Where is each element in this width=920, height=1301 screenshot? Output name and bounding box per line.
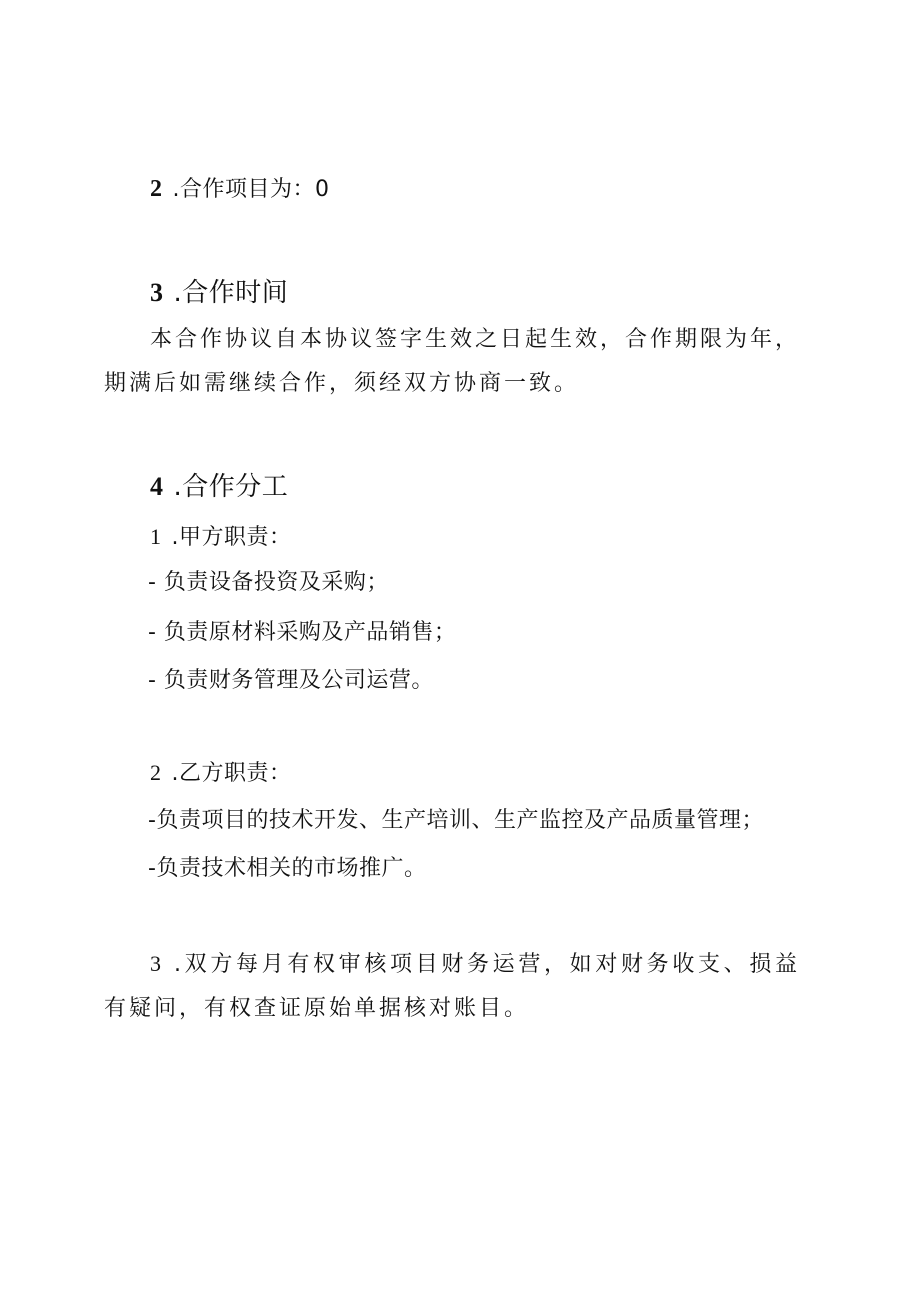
party-b-heading [150,758,292,789]
section-3-paragraph: 本合作协议自本协议签字生效之日起生效，合作期限为年，期满后如需继续合作，须经双方协商一致。 [104,327,801,396]
section-3-heading [150,276,288,310]
item-3-text: .双方每月有权审核项目财务运营，如对财务收支、损益有疑问，有权查证原始单据核对账目。 [104,952,800,1021]
item-3-number: 3 [150,951,164,976]
item-2-number: 2 [150,176,163,202]
party-b-title: .乙方职责： [171,761,292,786]
section-3-title: .合作时间 [173,278,289,308]
party-a-item: - 负责原材料采购及产品销售； [148,620,457,645]
item-3-paragraph [104,942,800,1031]
party-b-number: 2 [150,760,162,785]
section-4-heading [150,470,288,504]
item-2-line [150,174,330,205]
section-3-number: 3 [150,278,164,307]
party-a-heading [150,522,292,553]
party-b-item: -负责项目的技术开发、生产培训、生产监控及产品质量管理； [148,808,764,833]
party-a-title: .甲方职责： [171,525,292,550]
section-4-title: .合作分工 [173,472,289,502]
party-b-item: -负责技术相关的市场推广。 [148,856,427,881]
item-2-text: .合作项目为：0 [172,177,330,202]
section-4-number: 4 [150,472,164,501]
party-a-item: - 负责财务管理及公司运营。 [148,668,434,693]
party-a-number: 1 [150,524,162,549]
party-a-item: - 负责设备投资及采购； [148,570,389,595]
